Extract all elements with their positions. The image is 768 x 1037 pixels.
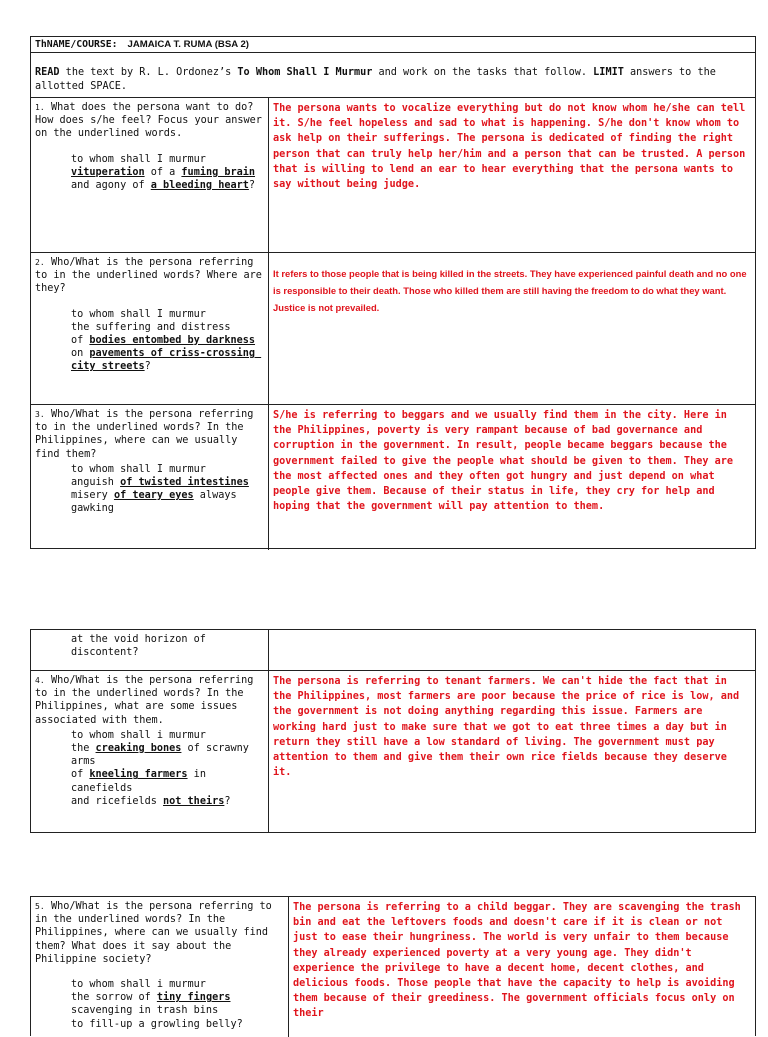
- instructions-text-3: answers to the allotted SPACE.: [35, 67, 716, 92]
- question-cell-1: [31, 98, 269, 252]
- instructions: [31, 53, 755, 97]
- question-text: Who/What is the persona referring to in the underlined words? In the Philippines, where can we usually find them?: [35, 409, 254, 460]
- question-row-2: [31, 252, 755, 404]
- question-row-3-continued: [31, 630, 755, 670]
- underlined-phrase: not theirs: [163, 795, 225, 807]
- underlined-phrase: bodies entombed by darkness: [89, 335, 256, 347]
- poem-text: of scrawny arms: [71, 743, 256, 768]
- instructions-limit: LIMIT: [593, 67, 624, 78]
- question-row-1: [31, 97, 755, 252]
- poem-text: of a: [144, 166, 182, 178]
- poem-excerpt: [35, 729, 264, 808]
- name-course-value: JAMAICA T. RUMA (BSA 2): [127, 39, 250, 50]
- poem-text: and ricefields: [71, 795, 164, 807]
- underlined-phrase: a bleeding heart: [150, 180, 249, 192]
- underlined-phrase: of teary eyes: [113, 490, 194, 502]
- poem-text: and agony of: [71, 180, 151, 192]
- underlined-phrase: creaking bones: [95, 743, 182, 755]
- poem-text: misery: [71, 490, 114, 502]
- question-number: 3.: [35, 410, 45, 419]
- question-text: Who/What is the persona referring to in the underlined words? In the Philippines, where can we usually find them? What does it say about the Philippine society?: [35, 901, 272, 965]
- poem-text: of: [71, 769, 90, 781]
- question-text: What does the persona want to do? How does s/he feel? Focus your answer on the underlined words.: [35, 102, 262, 140]
- instructions-text-2: and work on the tasks that follow.: [372, 67, 594, 78]
- underlined-phrase: tiny fingers: [156, 992, 231, 1004]
- question-cell-4: [31, 671, 269, 833]
- question-number: 2.: [35, 258, 45, 267]
- question-cell-3: [31, 405, 269, 550]
- question-row-5: [31, 897, 755, 1037]
- answer-cell-5[interactable]: The persona is referring to a child beggar. They are scavenging the trash bin and eat the leftovers foods and doesn't care if it is clean or not just to ease their hungriness. The world is very unfair to them because they already experienced poverty at a very young age. They didn't experience the privilege to have a decent home, decent clothes, and delicious foods. Those people that have the capacity to help is avoiding them because of their greediness. The government officials focus only on their: [293, 902, 741, 1020]
- poem-excerpt: [35, 153, 264, 193]
- question-cell-3-continued: [31, 630, 269, 670]
- poem-line: the suffering and distress: [71, 321, 231, 333]
- name-course-label: ThNAME/COURSE:: [35, 39, 118, 50]
- poem-excerpt: [35, 978, 284, 1031]
- poem-excerpt: [35, 308, 264, 374]
- poem-excerpt: [35, 463, 264, 516]
- worksheet-table-part-2: [30, 629, 756, 833]
- answer-cell-3-continued[interactable]: [269, 630, 755, 670]
- instructions-read: READ: [35, 67, 60, 78]
- worksheet-table-part-1: [30, 36, 756, 549]
- question-number: 1.: [35, 103, 45, 112]
- name-course-header: [31, 37, 755, 53]
- question-text: Who/What is the persona referring to in the underlined words? In the Philippines, what are some issues associated with them.: [35, 675, 254, 726]
- answer-cell-4[interactable]: The persona is referring to tenant farmers. We can't hide the fact that in the Philippines, most farmers are poor because the price of rice is low, and the government is not doing anything regarding this issue. Farmers are working hard just to make sure that we got to eat three times a day but in return they still have a low standard of living. The government must pay attention to them and give them their own rice fields because they deserve it.: [273, 676, 740, 779]
- poem-line: to fill-up a growling belly?: [71, 1018, 243, 1030]
- answer-cell-1[interactable]: The persona wants to vocalize everything but do not know whom he/she can tell it. S/he feel hopeless and sad to what is happening. S/he don't know whom to ask help on their sufferings. The persona is dedicated of finding the right person that can truly help her/him and a person that can be trusted. A person that is willing to lend an ear to hear everything that the persona wants to say without being judge.: [273, 103, 746, 191]
- poem-text: ?: [224, 795, 231, 807]
- poem-line: to whom shall I murmur: [71, 153, 206, 165]
- question-row-4: [31, 670, 755, 833]
- question-row-3: [31, 404, 755, 550]
- poem-title: To Whom Shall I Murmur: [237, 67, 373, 78]
- worksheet-table-part-3: [30, 896, 756, 1036]
- question-number: 5.: [35, 902, 45, 911]
- underlined-phrase: pavements of criss-crossing city streets: [71, 348, 262, 373]
- underlined-phrase: fuming brain: [181, 166, 256, 178]
- poem-text: anguish: [71, 477, 121, 489]
- poem-text: the: [71, 743, 96, 755]
- poem-text: the sorrow of: [71, 992, 157, 1004]
- question-cell-2: [31, 253, 269, 404]
- poem-line: to whom shall I murmur: [71, 463, 206, 475]
- poem-text: on: [71, 335, 262, 360]
- poem-line: to whom shall I murmur: [71, 308, 206, 320]
- poem-line: to whom shall i murmur: [71, 729, 206, 741]
- poem-line: to whom shall i murmur: [71, 979, 206, 991]
- question-text: Who/What is the persona referring to in the underlined words? Where are they?: [35, 257, 262, 295]
- question-number: 4.: [35, 676, 45, 685]
- poem-continuation: at the void horizon of discontent?: [71, 634, 213, 659]
- poem-line: scavenging in trash bins: [71, 1005, 219, 1017]
- answer-cell-3[interactable]: S/he is referring to beggars and we usually find them in the city. Here in the Philippines, poverty is very rampant because of bad governance and corruption in the government. In result, people became beggars because the government failed to give the people what should be given to them. They are the most affected ones and they often got hungry and just depend on what people give them. Because of their status in life, they cry for help and hoping that the government will pay attention to them.: [273, 410, 734, 513]
- poem-text: ?: [248, 180, 256, 192]
- poem-text: of: [71, 335, 90, 347]
- underlined-phrase: kneeling farmers: [89, 769, 188, 781]
- underlined-phrase: of twisted intestines: [120, 477, 249, 489]
- answer-cell-2[interactable]: It refers to those people that is being killed in the streets. They have experienced painful death and no one is responsible to their death. Those who killed them are still having the freedom to do what they want. Justice is not prevailed.: [273, 268, 747, 313]
- poem-text: ?: [144, 361, 151, 373]
- instructions-text-1: the text by R. L. Ordonez’s: [59, 67, 238, 78]
- underlined-phrase: vituperation: [71, 166, 145, 178]
- poem-text: always gawking: [71, 490, 243, 515]
- poem-text: in canefields: [71, 769, 213, 794]
- question-cell-5: [31, 897, 289, 1037]
